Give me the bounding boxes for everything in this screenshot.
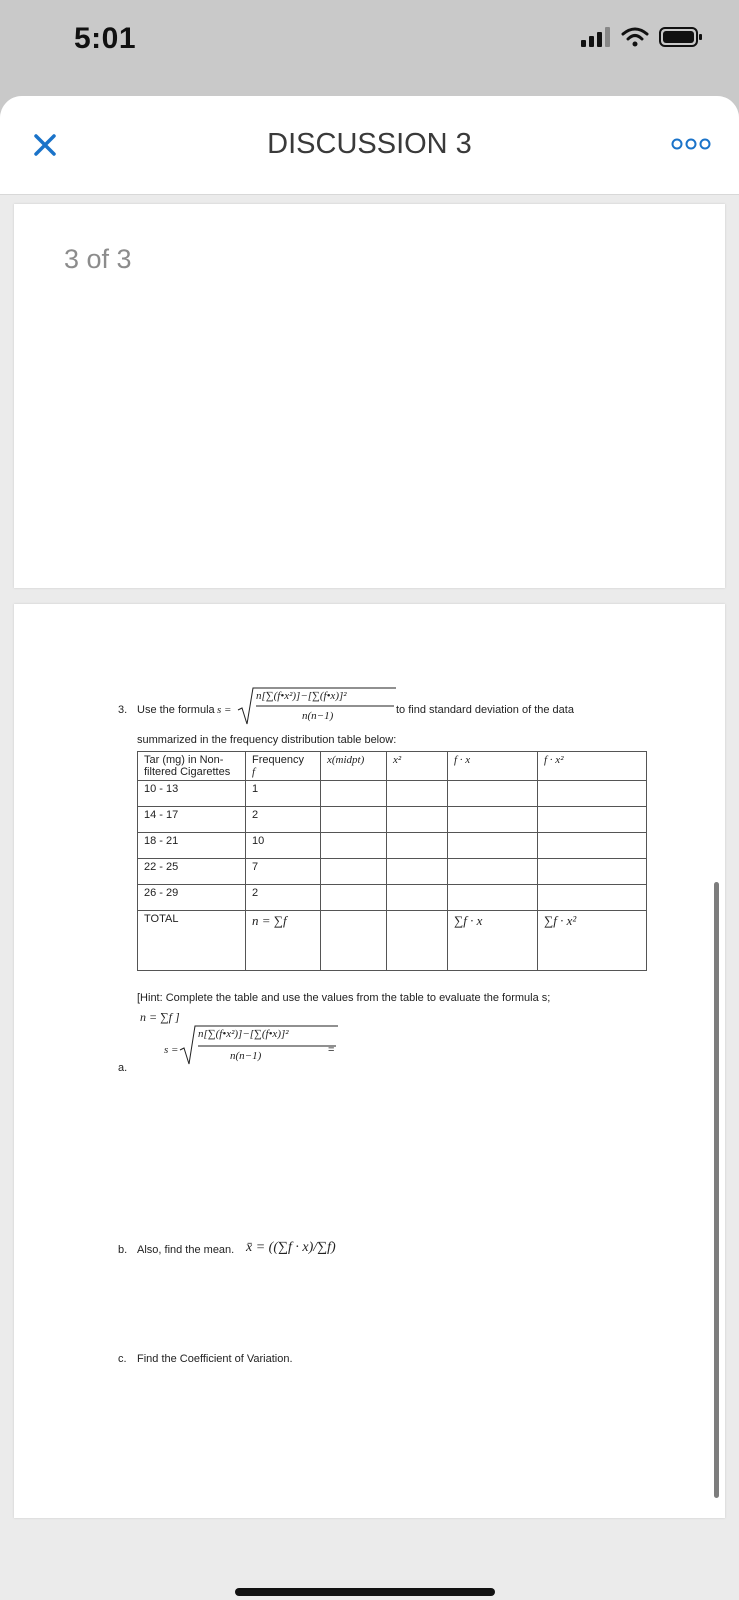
problem-line-2: summarized in the frequency distribution table below: xyxy=(137,734,397,746)
part-c-text: Find the Coefficient of Variation. xyxy=(137,1353,293,1365)
page-indicator: 3 of 3 xyxy=(64,244,132,274)
page-title: DISCUSSION 3 xyxy=(267,128,472,160)
table-header-cell: Tar (mg) in Non- filtered Cigarettes xyxy=(138,752,246,781)
part-b-label: b. xyxy=(118,1244,128,1256)
table-cell: 10 xyxy=(246,833,321,859)
table-header-cell: x(midpt) xyxy=(321,752,387,781)
table-cell: 14 - 17 xyxy=(138,807,246,833)
battery-icon xyxy=(659,26,703,48)
hint-line-2: n = ∑f ] xyxy=(140,1010,180,1024)
more-options-icon[interactable] xyxy=(671,136,711,152)
part-b-text: Also, find the mean. xyxy=(137,1244,235,1256)
hint-formula-lhs: s = xyxy=(164,1044,179,1056)
hint-formula-denominator: n(n−1) xyxy=(230,1050,262,1062)
document-viewer-sheet xyxy=(0,96,739,1600)
cellular-signal-icon xyxy=(581,27,611,47)
table-cell: 2 xyxy=(246,885,321,911)
table-cell: 2 xyxy=(246,807,321,833)
status-icons xyxy=(581,26,703,48)
table-header-cell: f · x xyxy=(448,752,538,781)
status-bar xyxy=(0,0,739,96)
table-cell: 10 - 13 xyxy=(138,781,246,807)
problem-intro: Use the formula xyxy=(137,704,215,716)
formula-lhs: s = xyxy=(217,704,232,716)
hint-formula-equals: = xyxy=(328,1044,335,1056)
document-page-2 xyxy=(14,204,725,588)
table-row xyxy=(138,781,647,807)
document-page-3 xyxy=(14,604,725,1518)
hint-formula-numerator: n[∑(f•x²)]−[∑(f•x)]² xyxy=(198,1028,289,1040)
table-total-row xyxy=(138,911,647,971)
table-row xyxy=(138,807,647,833)
wifi-icon xyxy=(621,27,649,47)
part-c-label: c. xyxy=(118,1353,127,1365)
status-time: 5:01 xyxy=(74,22,137,55)
hint-line-1: [Hint: Complete the table and use the values from the table to evaluate the formula s; xyxy=(137,992,551,1004)
table-cell: 1 xyxy=(246,781,321,807)
table-row xyxy=(138,859,647,885)
scrollbar[interactable] xyxy=(714,882,719,1498)
table-header-cell: x² xyxy=(387,752,448,781)
part-a-label: a. xyxy=(118,1062,128,1074)
formula-denominator: n(n−1) xyxy=(302,710,334,722)
table-header-cell: f · x² xyxy=(538,752,647,781)
table-header-cell: Frequency f xyxy=(246,752,321,781)
frequency-table xyxy=(137,751,647,971)
table-row xyxy=(138,885,647,911)
navigation-bar xyxy=(0,96,739,195)
table-row xyxy=(138,833,647,859)
table-header-row xyxy=(138,752,647,781)
table-cell: 7 xyxy=(246,859,321,885)
total-sum-fx: ∑f · x xyxy=(448,911,538,971)
table-cell: 26 - 29 xyxy=(138,885,246,911)
total-n: n = ∑f xyxy=(246,911,321,971)
table-cell: 18 - 21 xyxy=(138,833,246,859)
formula-numerator: n[∑(f•x²)]−[∑(f•x)]² xyxy=(256,690,347,702)
home-indicator[interactable] xyxy=(235,1588,495,1596)
problem-intro-end: to find standard deviation of the data xyxy=(396,704,574,716)
problem-content xyxy=(14,604,725,1518)
problem-number: 3. xyxy=(118,704,128,716)
total-label: TOTAL xyxy=(138,911,246,971)
total-sum-fx2: ∑f · x² xyxy=(538,911,647,971)
part-b-formula: x̄ = ((∑f · x)/∑f) xyxy=(246,1240,336,1255)
table-cell: 22 - 25 xyxy=(138,859,246,885)
